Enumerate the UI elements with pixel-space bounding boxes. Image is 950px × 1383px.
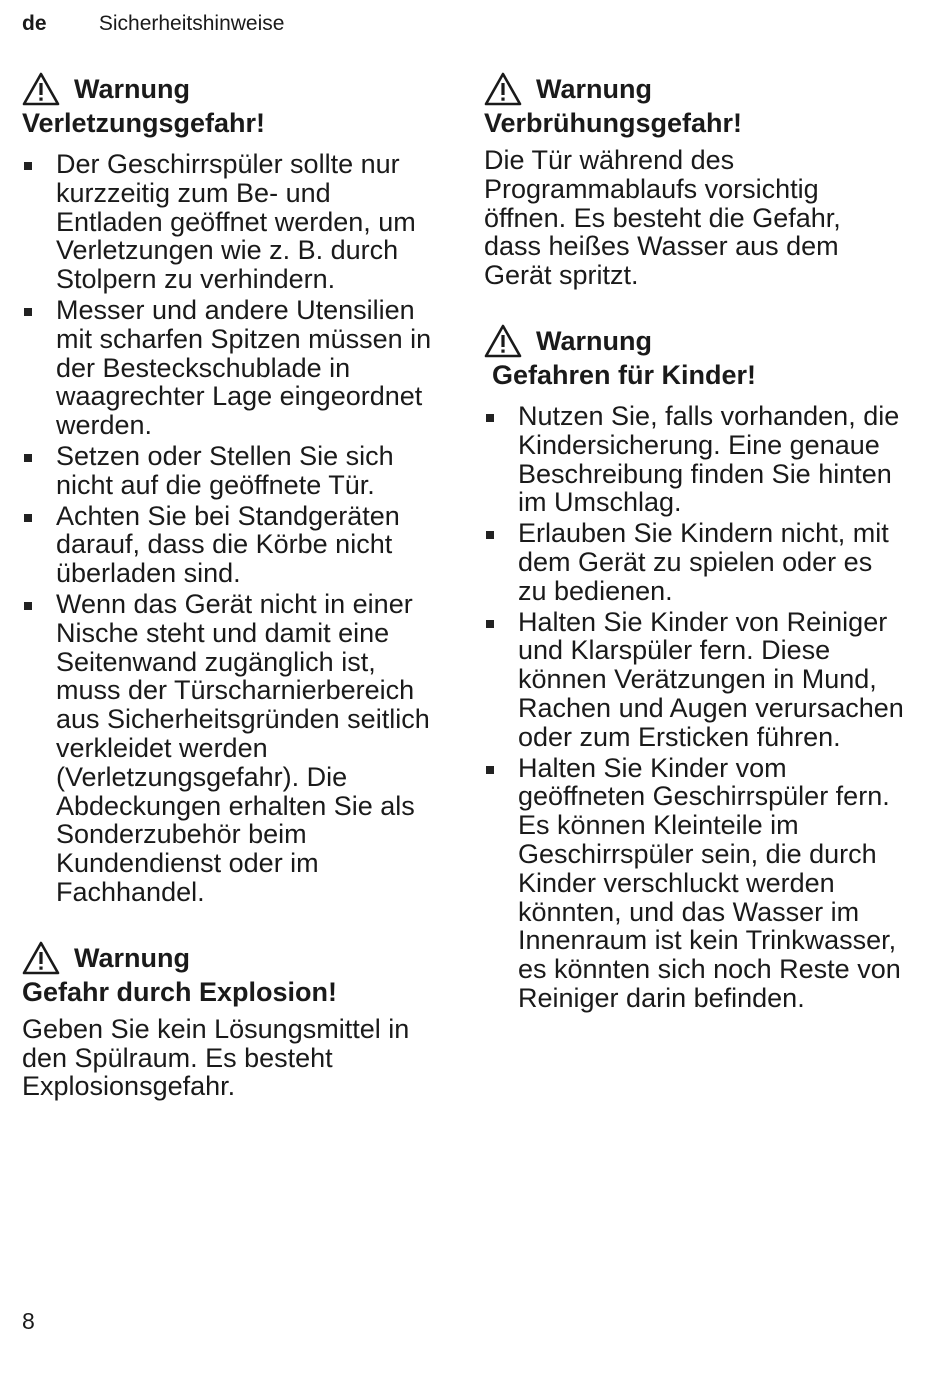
warning-label: Warnung [536,74,652,104]
list-item: Der Geschirrspüler sollte nur kurzzeitig zum Be- und Entladen geöffnet werden, um Verletzungen wie z. B. durch Stolpern zu verhindern. [22,150,442,294]
warning-label: Warnung [74,942,190,973]
warning-title: Gefahr durch Explosion! [22,976,338,1007]
scald-warning [484,72,904,290]
left-column [22,72,442,1131]
warning-text: Die Tür während des Programmablaufs vorsichtig öffnen. Es besteht die Gefahr, dass heißes Wasser aus dem Gerät spritzt. [484,145,841,291]
page-number: 8 [22,1308,35,1334]
warning-triangle-icon [484,72,522,106]
warning-triangle-icon [22,72,60,106]
section-title: Sicherheitshinweise [98,12,285,35]
warning-label: Warnung [74,74,190,104]
injury-warning [22,72,442,907]
list-item: Nutzen Sie, falls vorhanden, die Kindersicherung. Eine genaue Beschreibung finden Sie hinten im Umschlag. [484,402,904,517]
right-column [484,72,904,1043]
children-list [484,402,904,1013]
list-item: Messer und andere Utensilien mit scharfen Spitzen müssen in der Besteckschublade in waagrechter Lage eingeordnet werden. [22,296,442,440]
warning-title: Gefahren für Kinder! [492,359,757,390]
list-item: Setzen oder Stellen Sie sich nicht auf die geöffnete Tür. [22,442,442,500]
children-warning [484,324,904,1013]
warning-triangle-icon [22,941,60,975]
list-item: Achten Sie bei Standgeräten darauf, dass die Körbe nicht überladen sind. [22,502,442,588]
list-item: Halten Sie Kinder vom geöffneten Geschirrspüler fern. Es können Kleinteile im Geschirrspüler sein, die durch Kinder verschluckt werden könnten, und das Wasser im Innenraum ist kein Trinkwasser, es könnten sich noch Reste von Reiniger darin befinden. [484,754,904,1013]
list-item: Halten Sie Kinder von Reiniger und Klarspüler fern. Diese können Verätzungen in Mund, Rachen und Augen verursachen oder zum Ersticken führen. [484,608,904,752]
warning-title: Verbrühungsgefahr! [484,108,743,138]
warning-triangle-icon [484,324,522,358]
warning-label: Warnung [536,325,652,356]
warning-text: Geben Sie kein Lösungsmittel in den Spülraum. Es besteht Explosionsgefahr. [22,1013,410,1102]
language-code: de [22,12,47,35]
injury-list [22,150,442,907]
warning-title: Verletzungsgefahr! [22,108,266,138]
page-header [22,12,284,36]
list-item: Wenn das Gerät nicht in einer Nische steht und damit eine Seitenwand zugänglich ist, muss der Türscharnierbereich aus Sicherheitsgründen seitlich verkleidet werden (Verletzungsgefahr). Die Abdeckungen erhalten Sie als Sonderzubehör beim Kundendienst oder im Fachhandel. [22,590,442,907]
explosion-warning [22,941,442,1101]
list-item: Erlauben Sie Kindern nicht, mit dem Gerät zu spielen oder es zu bedienen. [484,519,904,605]
